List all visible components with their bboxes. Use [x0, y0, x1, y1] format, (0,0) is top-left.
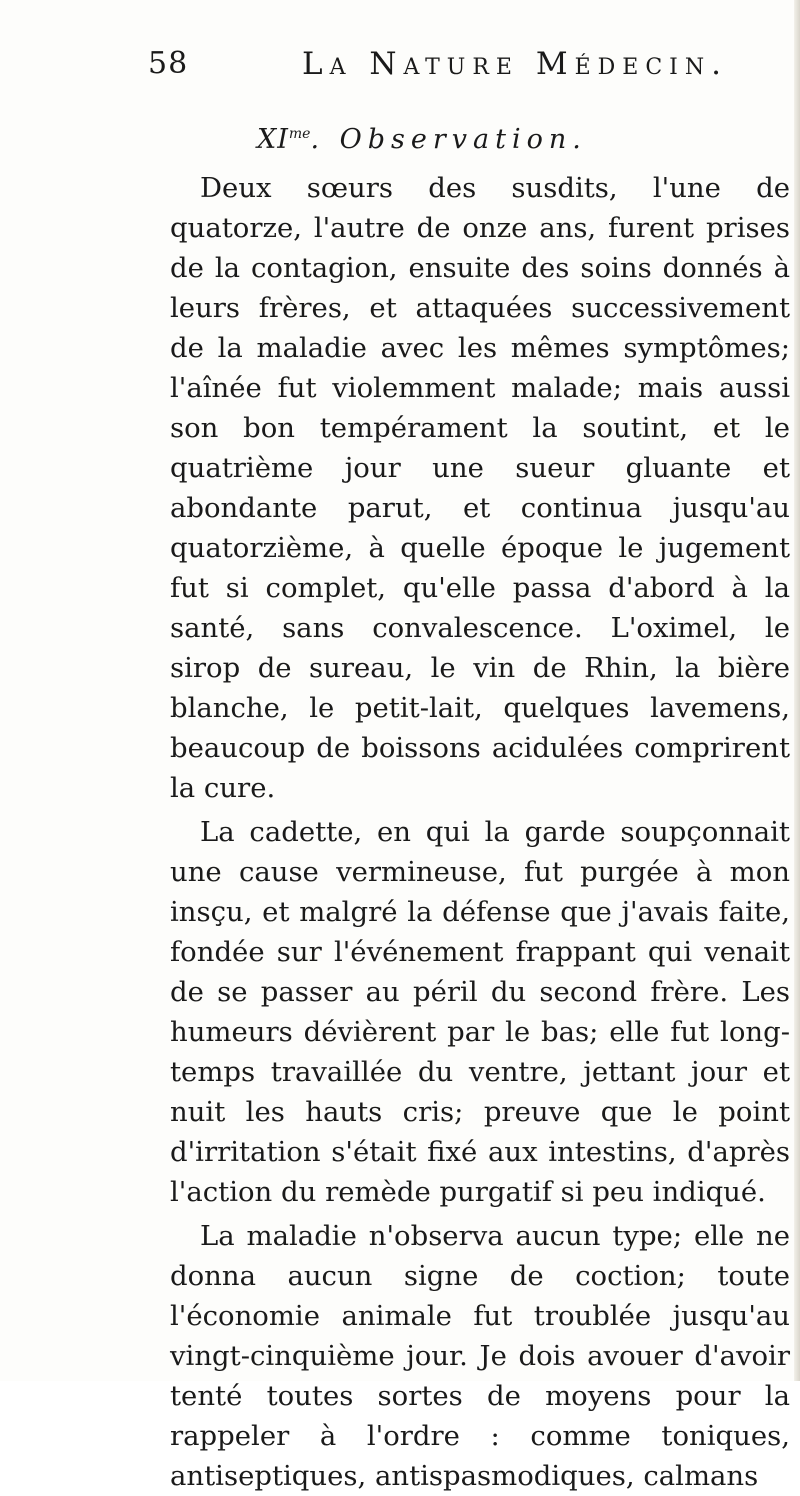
paragraph: La cadette, en qui la garde soupçonnait une cause vermineuse, fut purgée à mon insçu, et malgré la défense que j'avais faite, fondée sur l'événement frappant qui venait de se passer au péril du second frère. Les humeurs dévièrent par le bas; elle fut long-temps travaillée du ventre, jettant jour et nuit les hauts cris; preuve que le point d'irritation s'était fixé aux intestins, d'après l'action du remède purgatif si peu indiqué. [170, 816, 790, 1208]
running-title: La Nature Médecin. [302, 46, 728, 82]
page-edge-shadow [794, 0, 800, 1381]
section-numeral-suffix: me [288, 126, 311, 142]
page-number: 58 [148, 46, 189, 81]
section-numeral: XI [257, 124, 289, 155]
section-title [257, 124, 587, 155]
paragraph: La maladie n'observa aucun type; elle ne donna aucun signe de coction; toute l'économie animale fut troublée jusqu'au vingt-cinquième jour. Je dois avouer d'avoir tenté toutes sortes de moyens pour la rappeler à l'ordre : comme toniques, antiseptiques, antispasmodiques, calmans [170, 1220, 790, 1492]
page-header [148, 38, 788, 88]
paragraph: Deux sœurs des susdits, l'une de quatorze, l'autre de onze ans, furent prises de la contagion, ensuite des soins donnés à leurs frères, et attaquées successivement de la maladie avec les mêmes symptômes; l'aînée fut violemment malade; mais aussi son bon tempérament la soutint, et le quatrième jour une sueur gluante et abondante parut, et continua jusqu'au quatorzième, à quelle époque le jugement fut si complet, qu'elle passa d'abord à la santé, sans convalescence. L'oximel, le sirop de sureau, le vin de Rhin, la bière blanche, le petit-lait, quelques lavemens, beaucoup de boissons acidulées comprirent la cure. [170, 172, 790, 804]
body-text [170, 168, 790, 1496]
section-title-text: . Observation. [310, 124, 587, 155]
